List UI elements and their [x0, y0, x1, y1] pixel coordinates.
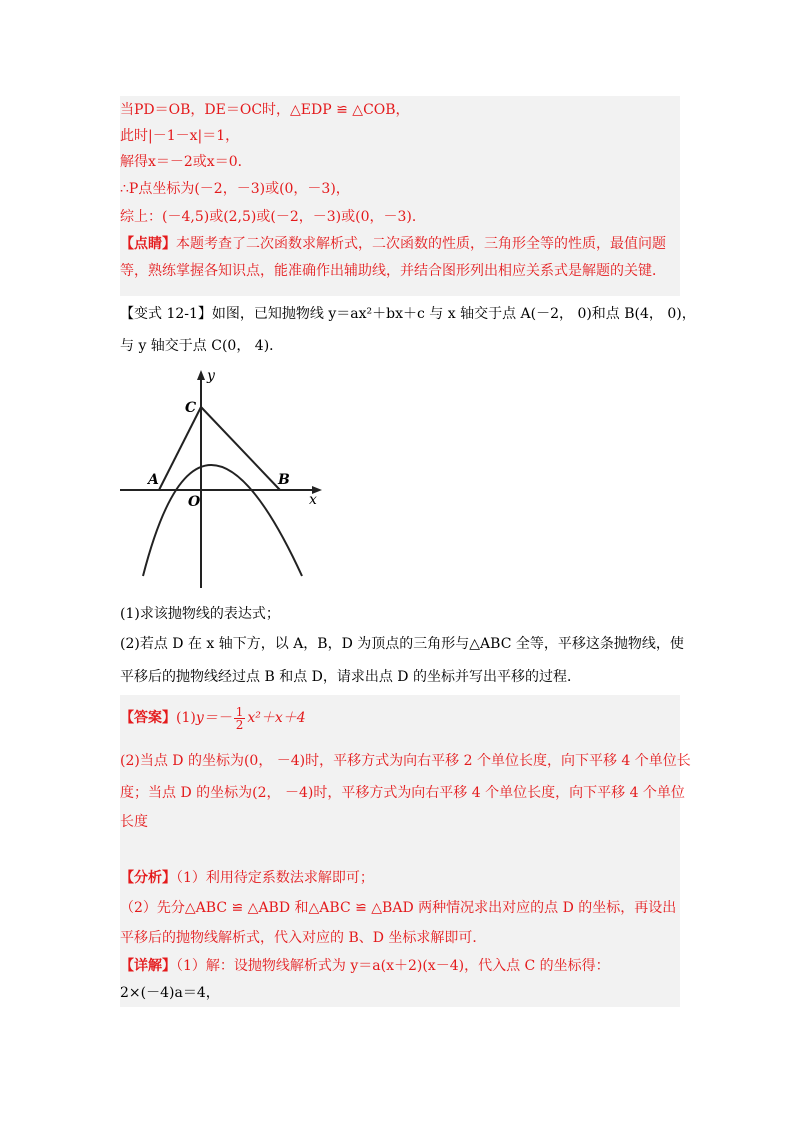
analysis-text: （1）利用待定系数法求解即可；	[176, 870, 374, 886]
analysis-line: 平移后的抛物线解析式，代入对应的 B、D 坐标求解即可．	[120, 930, 487, 946]
answer-1-prefix: (1)	[176, 710, 196, 726]
answer-1	[120, 703, 306, 733]
question-2-line: (2)若点 D 在 x 轴下方，以 A，B，D 为顶点的三角形与△ABC 全等，平移这条抛物线，使	[120, 636, 684, 652]
question-2-line: 平移后的抛物线经过点 B 和点 D，请求出点 D 的坐标并写出平移的过程．	[120, 669, 581, 685]
label-x: x	[309, 492, 317, 508]
previous-solution-block	[120, 96, 680, 296]
comment-line: 等，熟练掌握各知识点，能准确作出辅助线，并结合图形列出相应关系式是解题的关键．	[120, 263, 666, 279]
label-A: A	[148, 472, 159, 488]
analysis-line	[120, 866, 374, 890]
answer-2-line: (2)当点 D 的坐标为(0， －4)时，平移方式为向右平移 2 个单位长度，向下平移 4 个单位长	[120, 753, 691, 769]
solution-line: ∴P点坐标为(－2，－3)或(0，－3)，	[120, 181, 350, 197]
label-y: y	[207, 368, 215, 384]
answer-1-lhs: y＝－	[195, 710, 232, 726]
problem-line	[120, 302, 696, 326]
comment-line	[120, 232, 666, 256]
answer-block	[120, 695, 691, 1007]
detail-line	[120, 954, 610, 978]
solution-line: 此时|－1－x|＝1，	[120, 128, 240, 144]
comment-text: 本题考查了二次函数求解析式，二次函数的性质，三角形全等的性质，最值问题	[176, 236, 666, 252]
answer-2-line: 度；当点 D 的坐标为(2， －4)时，平移方式为向右平移 4 个单位长度，向下平移 4 个单位	[120, 785, 685, 801]
answer-1-rhs: x²＋x＋4	[247, 710, 306, 726]
label-C: C	[185, 400, 197, 416]
comment-tag: 【点睛】	[120, 236, 176, 252]
detail-text: （1）解：设抛物线解析式为 y＝a(x＋2)(x－4)，代入点 C 的坐标得：	[176, 958, 610, 974]
detail-tag: 【详解】	[120, 958, 176, 974]
problem-line: 与 y 轴交于点 C(0， 4)．	[120, 338, 284, 354]
solution-line: 综上：(－4,5)或(2,5)或(－2，－3)或(0，－3)．	[120, 209, 426, 225]
segment-AC	[159, 407, 201, 490]
detail-line: 2×(－4)a＝4，	[120, 985, 220, 1001]
parabola-figure	[118, 366, 328, 592]
label-B: B	[278, 472, 290, 488]
answer-2-line: 长度	[120, 814, 148, 830]
analysis-tag: 【分析】	[120, 870, 176, 886]
fraction-denominator: 2	[235, 717, 244, 732]
y-axis-arrow	[197, 370, 205, 380]
problem-block	[120, 300, 696, 360]
questions-block	[120, 600, 684, 692]
problem-text: 如图，已知抛物线 y＝ax²＋bx＋c 与 x 轴交于点 A(－2， 0)和点 B(4， 0)，	[211, 306, 696, 322]
answer-tag: 【答案】	[120, 710, 176, 726]
fraction-numerator: 1	[235, 704, 244, 719]
problem-tag: 【变式 12-1】	[120, 306, 212, 322]
fraction-one-half	[234, 706, 246, 731]
solution-line: 解得x＝－2或x＝0．	[120, 154, 252, 170]
label-O: O	[188, 494, 201, 510]
solution-line: 当PD＝OB，DE＝OC时，△EDP ≌ △COB，	[120, 102, 410, 118]
question-1: (1)求该抛物线的表达式；	[120, 606, 280, 622]
analysis-line: （2）先分△ABC ≌ △ABD 和△ABC ≌ △BAD 两种情况求出对应的点 D 的坐标，再设出	[120, 900, 677, 916]
